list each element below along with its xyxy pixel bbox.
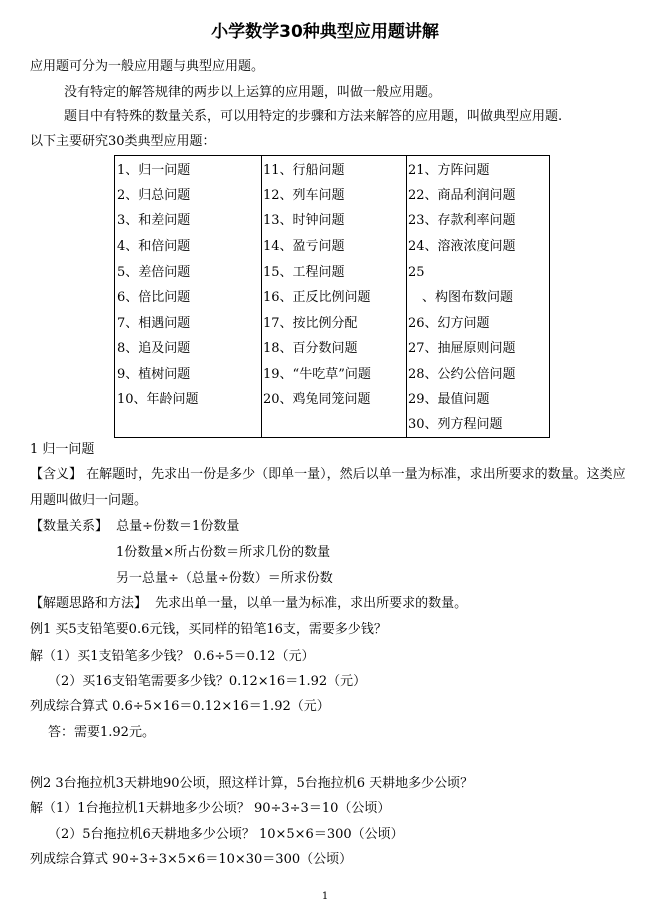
- topic-item: 6、倍比问题: [117, 290, 191, 305]
- topic-item: 8、追及问题: [117, 341, 191, 356]
- topic-item: 4、和倍问题: [117, 239, 191, 254]
- topic-item: 9、植树问题: [117, 367, 191, 382]
- intro-line-3: 题目中有特殊的数量关系，可以用特定的步骤和方法来解答的应用题，叫做典型应用题.: [64, 109, 563, 124]
- example2-combined: 列成综合算式 90÷3÷3×5×6＝10×30＝300（公顷）: [30, 852, 353, 867]
- intro-line-4: 以下主要研究30类典型应用题：: [30, 134, 216, 149]
- meaning-label: 【含义】: [30, 467, 83, 482]
- relation-label: 【数量关系】: [30, 519, 109, 534]
- topic-column-2: [261, 156, 407, 437]
- relation-line-2: 1份数量×所占份数＝所求几份的数量: [116, 545, 331, 560]
- method-text: 先求出单一量，以单一量为标准，求出所要求的数量。: [155, 596, 468, 611]
- intro-line-1: 应用题可分为一般应用题与典型应用题。: [30, 59, 265, 74]
- topic-item: 23、存款利率问题: [408, 213, 516, 228]
- meaning-text: 在解题时，先求出一份是多少（即单一量），然后以单一量为标准，求出所要求的数量。这类应: [86, 467, 626, 482]
- relation-line-3: 另一总量÷（总量÷份数）＝所求份数: [116, 571, 333, 586]
- topic-item: 22、商品利润问题: [408, 188, 516, 203]
- topic-item: 26、幻方问题: [408, 316, 490, 331]
- example1-answer: 答：需要1.92元。: [48, 725, 155, 740]
- intro-line-2: 没有特定的解答规律的两步以上运算的应用题，叫做一般应用题。: [64, 85, 442, 100]
- section-heading: 1 归一问题: [30, 442, 95, 457]
- topic-item: 7、相遇问题: [117, 316, 191, 331]
- page-number: 1: [321, 891, 329, 902]
- topic-column-3: [406, 156, 551, 437]
- example2-step1: 解（1）1台拖拉机1天耕地多少公顷？ 90÷3÷3＝10（公顷）: [30, 801, 391, 816]
- relation-text: 总量÷份数＝1份数量: [116, 519, 240, 534]
- example1-combined: 列成综合算式 0.6÷5×16＝0.12×16＝1.92（元）: [30, 699, 330, 714]
- method-line: [30, 597, 467, 610]
- example2-question: 例2 3台拖拉机3天耕地90公顷，照这样计算，5台拖拉机6 天耕地多少公顷？: [30, 776, 474, 791]
- meaning-line-2: 用题叫做归一问题。: [30, 493, 148, 508]
- topic-column-1: [115, 156, 262, 437]
- topic-item: 16、正反比例问题: [263, 290, 371, 305]
- topic-item: 5、差倍问题: [117, 265, 191, 280]
- meaning-line-1: [30, 468, 626, 481]
- page-title: 小学数学30种典型应用题讲解: [211, 22, 439, 42]
- relation-line-1: [30, 520, 239, 533]
- topic-item: 3、和差问题: [117, 213, 191, 228]
- topic-item: 25: [408, 265, 425, 280]
- topic-item: 1、归一问题: [117, 163, 191, 178]
- example1-step2: （2）买16支铅笔需要多少钱？0.12×16＝1.92（元）: [48, 674, 367, 689]
- topic-item: 、构图布数问题: [422, 290, 514, 305]
- topic-item: 15、工程问题: [263, 265, 345, 280]
- example1-question: 例1 买5支铅笔要0.6元钱，买同样的铅笔16支，需要多少钱？: [30, 622, 387, 637]
- topic-item: 24、溶液浓度问题: [408, 239, 516, 254]
- example1-step1: 解（1）买1支铅笔多少钱？ 0.6÷5＝0.12（元）: [30, 649, 315, 664]
- topic-item: 10、年龄问题: [117, 392, 199, 407]
- topic-item: 11、行船问题: [263, 163, 345, 178]
- topic-item: 28、公约公倍问题: [408, 367, 516, 382]
- topic-item: 20、鸡兔同笼问题: [263, 392, 371, 407]
- topic-item: 27、抽屉原则问题: [408, 341, 516, 356]
- topic-item: 19、“牛吃草”问题: [263, 367, 371, 382]
- topic-item: 12、列车问题: [263, 188, 345, 203]
- topic-table: [114, 155, 550, 438]
- topic-item: 17、按比例分配: [263, 316, 358, 331]
- topic-item: 14、盈亏问题: [263, 239, 345, 254]
- topic-item: 18、百分数问题: [263, 341, 358, 356]
- topic-item: 29、最值问题: [408, 392, 490, 407]
- topic-item: 13、时钟问题: [263, 213, 345, 228]
- topic-item: 30、列方程问题: [408, 417, 503, 432]
- topic-item: 21、方阵问题: [408, 163, 490, 178]
- method-label: 【解题思路和方法】: [30, 596, 148, 611]
- topic-item: 2、归总问题: [117, 188, 191, 203]
- example2-step2: （2）5台拖拉机6天耕地多少公顷？ 10×5×6＝300（公顷）: [48, 827, 404, 842]
